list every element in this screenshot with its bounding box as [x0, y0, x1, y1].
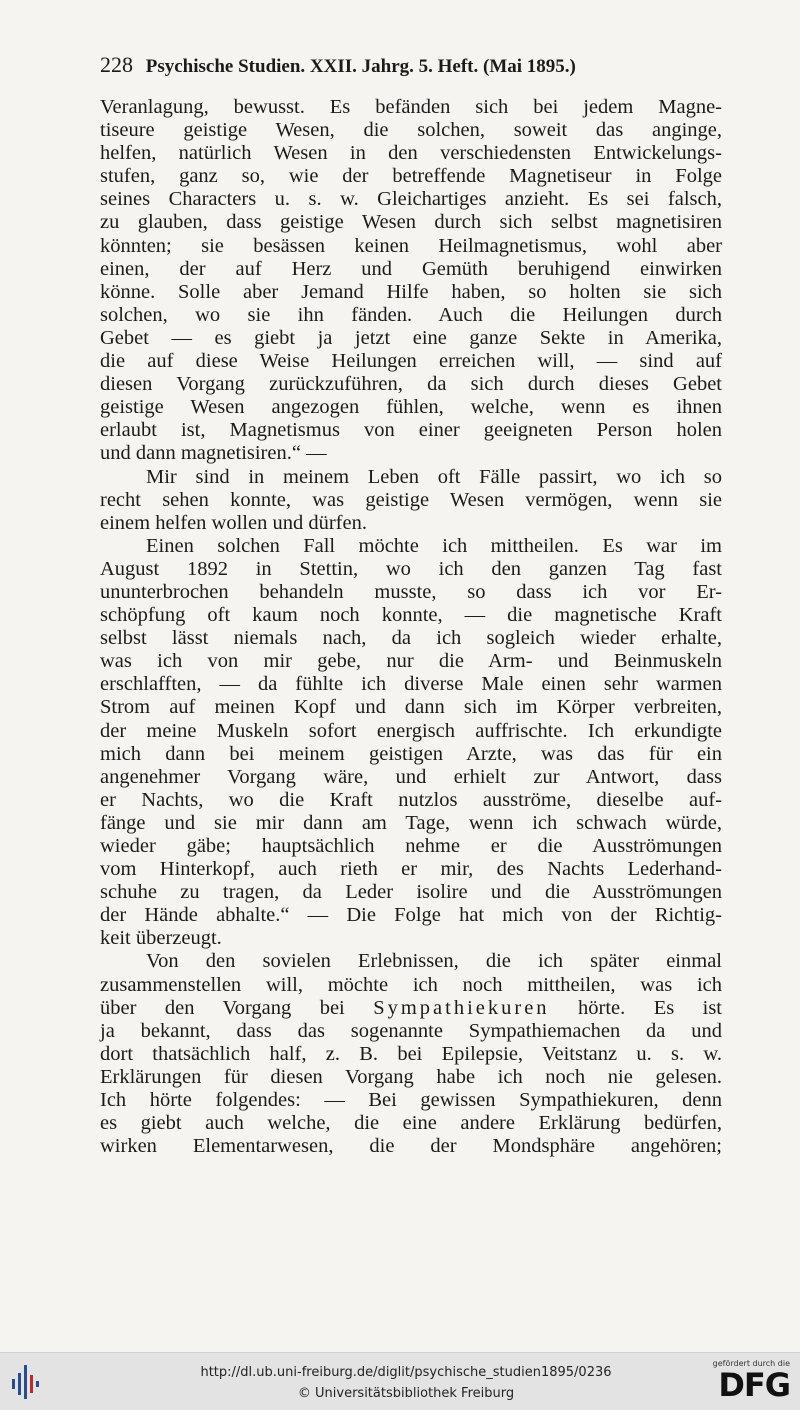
text-line: der Hände abhalte.“ — Die Folge hat mich von der Richtig- — [100, 904, 722, 927]
text-line: Einen solchen Fall möchte ich mittheilen. Es war im — [146, 534, 722, 557]
dfg-wordmark: DFG — [718, 1366, 790, 1404]
text-line — [100, 997, 722, 1020]
running-title: Psychische Studien. XXII. Jahrg. 5. Heft. (Mai 1895.) — [145, 56, 576, 77]
text-line: was ich von mir gebe, nur die Arm- und Beinmuskeln — [100, 650, 722, 673]
text-line: es giebt auch welche, die eine andere Erklärung bedürfen, — [100, 1112, 722, 1135]
dfg-funding-label: gefördert durch die — [712, 1359, 790, 1368]
text-line: der meine Muskeln sofort energisch auffrischte. Ich erkundigte — [100, 719, 722, 742]
page-number: 228 — [100, 52, 133, 77]
dfg-logo — [704, 1357, 790, 1407]
page-header — [100, 52, 740, 82]
text-line: dort thatsächlich half, z. B. bei Epilepsie, Veitstanz u. s. w. — [100, 1042, 722, 1065]
text-line: und dann magnetisiren.“ — — [100, 442, 327, 465]
text-line: seines Characters u. s. w. Gleichartiges anzieht. Es sei falsch, — [100, 188, 722, 211]
text-line: geistige Wesen angezogen fühlen, welche, wenn es ihnen — [100, 396, 722, 419]
viewer-footer — [0, 1352, 800, 1410]
text-line: einen, der auf Herz und Gemüth beruhigend einwirken — [100, 257, 722, 280]
text-line: Erklärungen für diesen Vorgang habe ich noch nie gelesen. — [100, 1065, 722, 1088]
text-line: Von den sovielen Erlebnissen, die ich später einmal — [146, 950, 722, 973]
text-line: fänge und sie mir dann am Tage, wenn ich schwach würde, — [100, 811, 722, 834]
text-line: schuhe zu tragen, da Leder isolire und die Ausströmungen — [100, 881, 722, 904]
text-line: schöpfung oft kaum noch konnte, — die magnetische Kraft — [100, 604, 722, 627]
text-line: erschlafften, — da fühlte ich diverse Male einen sehr warmen — [100, 673, 722, 696]
text-line: Ich hörte folgendes: — Bei gewissen Sympathiekuren, denn — [100, 1089, 722, 1112]
text-line: die auf diese Weise Heilungen erreichen will, — sind auf — [100, 350, 722, 373]
text-line: Gebet — es giebt ja jetzt eine ganze Sekte in Amerika, — [100, 326, 722, 349]
text-line: einem helfen wollen und dürfen. — [100, 511, 367, 534]
text-line: könne. Solle aber Jemand Hilfe haben, so holten sie sich — [100, 280, 722, 303]
permalink-url[interactable]: http://dl.ub.uni-freiburg.de/diglit/psychische_studien1895/0236 — [200, 1365, 612, 1380]
text-line: vom Hinterkopf, auch rieth er mir, des Nachts Lederhand- — [100, 858, 722, 881]
text-line: stufen, ganz so, wie der betreffende Magnetiseur in Folge — [100, 165, 722, 188]
text-line: angenehmer Vorgang wäre, und erhielt zur Antwort, dass — [100, 765, 722, 788]
spaced-emphasis: Sympathiekuren — [373, 996, 550, 1019]
text-line: wieder gäbe; hauptsächlich nehme er die Ausströmungen — [100, 835, 722, 857]
library-logo-icon — [10, 1361, 40, 1403]
text-line: recht sehen konnte, was geistige Wesen vermögen, wenn sie — [100, 488, 722, 511]
text-segment: hörte. Es ist — [549, 996, 722, 1019]
text-line: helfen, natürlich Wesen in den verschiedensten Entwickelungs- — [100, 142, 722, 165]
copyright-notice: © Universitätsbibliothek Freiburg — [297, 1386, 515, 1401]
text-line: Mir sind in meinem Leben oft Fälle passirt, wo ich so — [146, 465, 722, 488]
text-line: selbst lässt niemals nach, da ich sogleich wieder erhalte, — [100, 627, 722, 650]
text-line: ja bekannt, dass das sogenannte Sympathiemachen da und — [100, 1019, 722, 1042]
text-line: zu glauben, dass geistige Wesen durch sich selbst magnetisiren — [100, 211, 722, 234]
text-line: diesen Vorgang zurückzuführen, da sich durch dieses Gebet — [100, 373, 722, 396]
text-line: ununterbrochen behandeln musste, so dass ich vor Er- — [100, 580, 722, 603]
text-line: August 1892 in Stettin, wo ich den ganzen Tag fast — [100, 557, 722, 580]
text-line: er Nachts, wo die Kraft nutzlos ausströme, dieselbe auf- — [100, 788, 722, 811]
text-line: zusammenstellen will, möchte ich noch mittheilen, was ich — [100, 973, 722, 996]
text-line: erlaubt ist, Magnetismus von einer geeigneten Person holen — [100, 419, 722, 442]
text-line: tiseure geistige Wesen, die solchen, soweit das anginge, — [100, 119, 722, 142]
text-line: mich dann bei meinem geistigen Arzte, was das für ein — [100, 742, 722, 765]
text-line: keit überzeugt. — [100, 927, 222, 950]
text-line: könnten; sie besässen keinen Heilmagnetismus, wohl aber — [100, 234, 722, 257]
text-line: Strom auf meinen Kopf und dann sich im Körper verbreiten, — [100, 696, 722, 719]
text-segment: über den Vorgang bei — [100, 996, 374, 1019]
body-text — [100, 96, 722, 1158]
text-line: solchen, wo sie ihn fänden. Auch die Heilungen durch — [100, 303, 722, 326]
text-line: Veranlagung, bewusst. Es befänden sich bei jedem Magne- — [100, 96, 722, 118]
text-line: wirken Elementarwesen, die der Mondsphäre angehören; — [100, 1135, 722, 1158]
